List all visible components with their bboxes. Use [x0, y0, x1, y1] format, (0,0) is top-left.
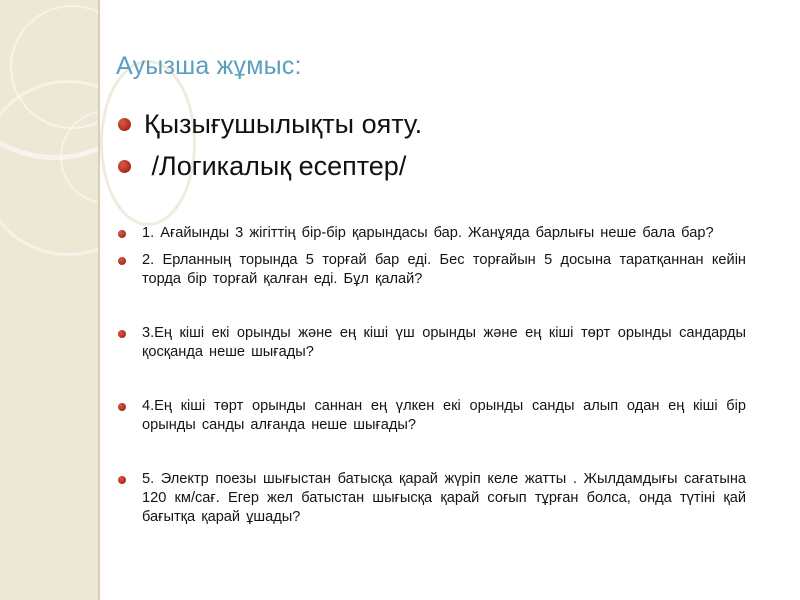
task-item	[118, 470, 748, 527]
task-item	[118, 224, 748, 243]
task-text: 1. Ағайынды 3 жігіттің бір-бір қарындасы бар. Жанұяда барлығы неше бала бар?	[142, 225, 714, 241]
slide-title: Ауызша жұмыс:	[116, 52, 302, 80]
bullet-dot-icon	[118, 330, 126, 338]
task-text: 2. Ерланның торында 5 торғай бар еді. Бес торғайын 5 досына таратқаннан кейін торда бір торғай қалған еді. Бұл қалай?	[142, 252, 746, 287]
list-spacer	[118, 443, 748, 470]
main-bullet-item	[118, 109, 422, 140]
bullet-dot-icon	[118, 257, 126, 265]
bullet-dot-icon	[118, 403, 126, 411]
task-text: 4.Ең кіші төрт орынды саннан ең үлкен екі орынды санды алып одан ең кіші бір орынды санды алғанда неше шығады?	[142, 398, 746, 433]
list-spacer	[118, 297, 748, 324]
bullet-dot-icon	[118, 160, 131, 173]
list-spacer	[118, 370, 748, 397]
bullet-dot-icon	[118, 230, 126, 238]
task-item	[118, 397, 748, 435]
main-bullet-text: Қызығушылықты ояту.	[144, 109, 423, 139]
bullet-dot-icon	[118, 476, 126, 484]
panel-divider	[98, 0, 100, 600]
task-text: 3.Ең кіші екі орынды және ең кіші үш орынды және ең кіші төрт орынды сандарды қосқанда неше шығады?	[142, 325, 746, 360]
decorative-side-panel	[0, 0, 98, 600]
task-list	[118, 224, 748, 535]
decorative-ring	[100, 60, 196, 226]
bullet-dot-icon	[118, 118, 131, 131]
main-bullet-item	[118, 151, 406, 182]
task-text: 5. Электр поезы шығыстан батысқа қарай жүріп келе жатты . Жылдамдығы сағатына 120 км/сағ. Егер жел батыстан шығысқа қарай соғып тұрған болса, онда түтіні қай бағытқа қарай ұшады?	[142, 471, 746, 525]
main-bullet-text: /Логикалық есептер/	[144, 151, 407, 181]
task-item	[118, 251, 748, 289]
task-item	[118, 324, 748, 362]
